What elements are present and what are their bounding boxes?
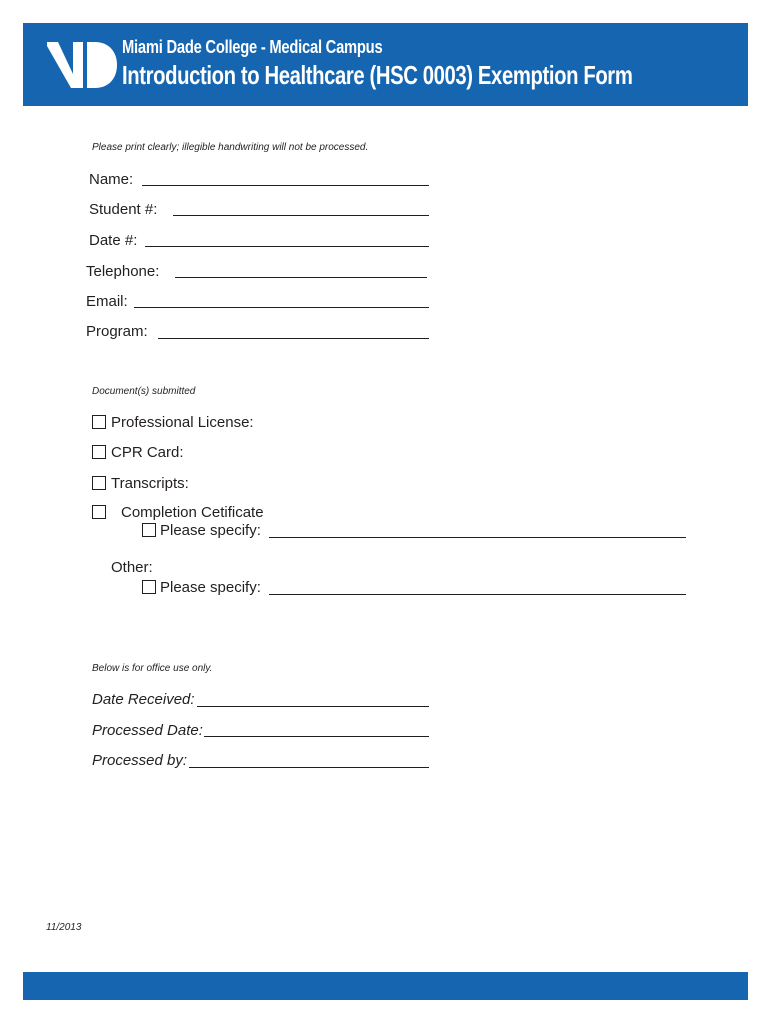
transcripts-checkbox[interactable] [92, 476, 106, 490]
other-specify-label: Please specify: [160, 579, 261, 596]
processed-date-field[interactable] [204, 736, 429, 737]
revision-date: 11/2013 [46, 922, 82, 933]
program-field[interactable] [158, 338, 429, 339]
transcripts-label: Transcripts: [111, 475, 189, 492]
name-label: Name: [89, 171, 134, 188]
completion-specify-label: Please specify: [160, 522, 261, 539]
professional-license-label: Professional License: [111, 414, 254, 431]
processed-date-label: Processed Date: [92, 722, 203, 739]
completion-specify-field[interactable] [269, 537, 686, 538]
professional-license-checkbox[interactable] [92, 415, 106, 429]
program-label: Program: [86, 323, 148, 340]
cpr-card-label: CPR Card: [111, 444, 184, 461]
other-label: Other: [111, 559, 153, 576]
header-banner [23, 23, 748, 106]
email-field[interactable] [134, 307, 429, 308]
completion-certificate-label: Completion Cetificate [121, 504, 264, 521]
mdc-logo-icon [47, 40, 117, 90]
form-title: Introduction to Healthcare (HSC 0003) Exemption Form [122, 60, 633, 90]
college-name: Miami Dade College - Medical Campus [122, 37, 383, 57]
telephone-field[interactable] [175, 277, 427, 278]
date-label: Date #: [89, 232, 138, 249]
other-specify-checkbox[interactable] [142, 580, 156, 594]
date-field[interactable] [145, 246, 429, 247]
date-received-field[interactable] [197, 706, 429, 707]
completion-certificate-checkbox[interactable] [92, 505, 106, 519]
instructions-note: Please print clearly; illegible handwriting will not be processed. [92, 142, 369, 153]
email-label: Email: [86, 293, 128, 310]
footer-bar [23, 972, 748, 1000]
name-field[interactable] [142, 185, 429, 186]
processed-by-label: Processed by: [92, 752, 188, 769]
other-specify-field[interactable] [269, 594, 686, 595]
student-number-label: Student #: [89, 201, 158, 218]
date-received-label: Date Received: [92, 691, 195, 708]
cpr-card-checkbox[interactable] [92, 445, 106, 459]
processed-by-field[interactable] [189, 767, 429, 768]
telephone-label: Telephone: [86, 263, 160, 280]
documents-heading: Document(s) submitted [92, 386, 196, 397]
completion-specify-checkbox[interactable] [142, 523, 156, 537]
student-number-field[interactable] [173, 215, 429, 216]
office-use-heading: Below is for office use only. [92, 663, 213, 674]
